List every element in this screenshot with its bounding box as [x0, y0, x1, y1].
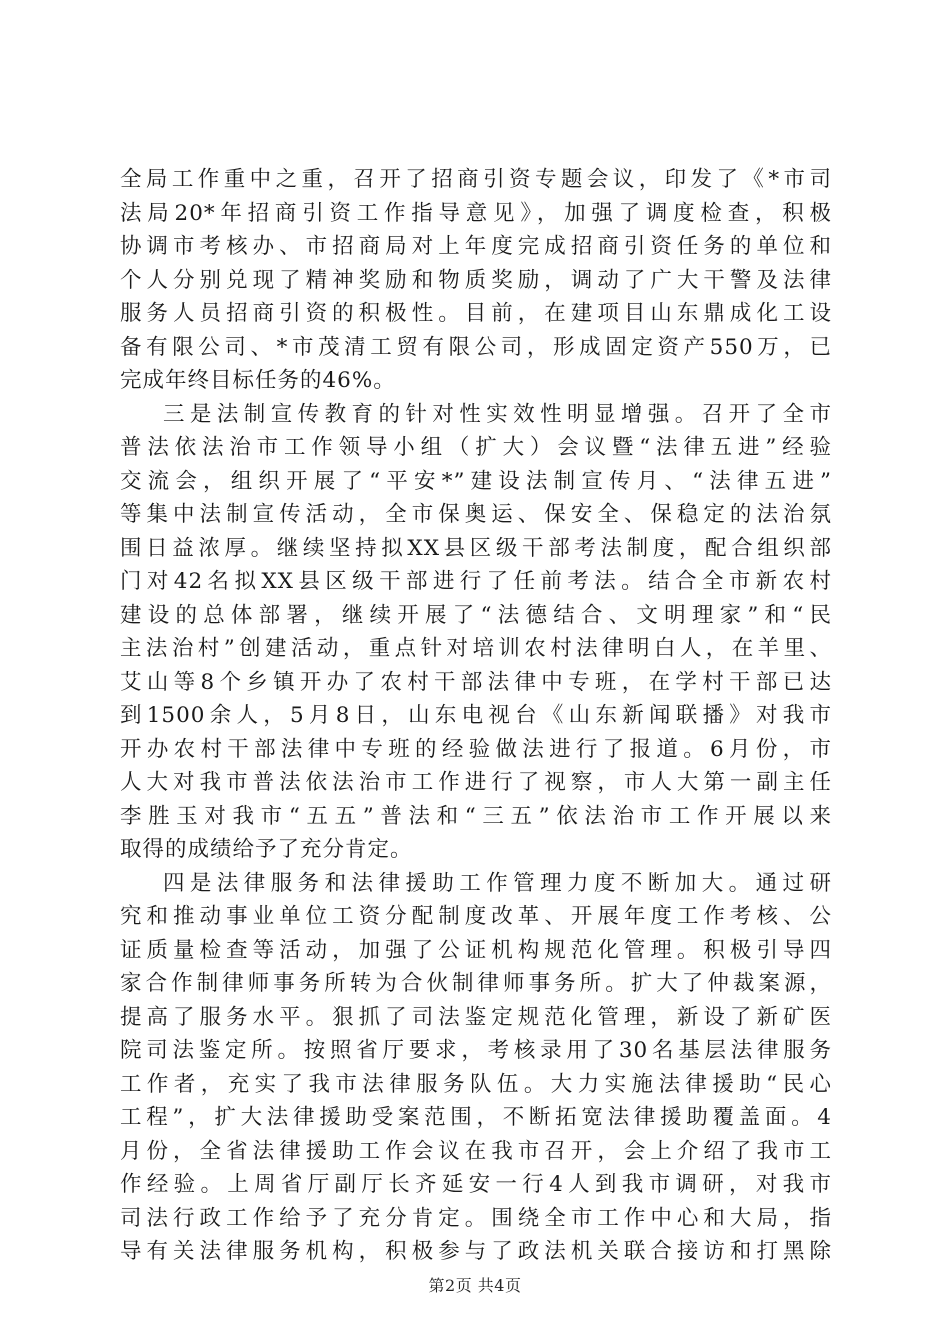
text-line: 证质量检查等活动，加强了公证机构规范化管理。积极引导四	[120, 937, 832, 963]
text-line: 工作者，充实了我市法律服务队伍。大力实施法律援助“民心	[120, 1071, 832, 1097]
text-line: 家合作制律师事务所转为合伙制律师事务所。扩大了仲裁案源，	[120, 971, 832, 996]
text-line: 建设的总体部署，继续开展了“法德结合、文明理家”和“民	[120, 602, 832, 628]
text-line: 普法依法治市工作领导小组（扩大）会议暨“法律五进”经验	[120, 435, 832, 460]
text-line: 服务人员招商引资的积极性。目前，在建项目山东鼎成化工设	[120, 301, 832, 326]
text-line: 月份，全省法律援助工作会议在我市召开，会上介绍了我市工	[120, 1138, 832, 1164]
text-line: 究和推动事业单位工资分配制度改革、开展年度工作考核、公	[120, 904, 832, 929]
text-line: 全局工作重中之重，召开了招商引资专题会议，印发了《*市司	[120, 167, 832, 192]
text-line: 三是法制宣传教育的针对性实效性明显增强。召开了全市	[163, 401, 832, 427]
text-line: 提高了服务水平。狠抓了司法鉴定规范化管理，新设了新矿医	[120, 1004, 832, 1030]
text-line: 李胜玉对我市“五五”普法和“三五”依法治市工作开展以来	[120, 803, 832, 829]
text-line: 备有限公司、*市茂清工贸有限公司，形成固定资产550万，已	[120, 334, 832, 360]
paragraph	[120, 398, 832, 867]
paragraph	[120, 163, 832, 398]
text-line: 完成年终目标任务的46%。	[120, 368, 396, 393]
page-footer: 第2页 共4页	[428, 1276, 522, 1295]
paragraph	[120, 867, 832, 1269]
text-line: 等集中法制宣传活动，全市保奥运、保安全、保稳定的法治氛	[120, 502, 832, 527]
text-line: 作经验。上周省厅副厅长齐延安一行4人到我市调研，对我市	[120, 1172, 832, 1197]
text-line: 围日益浓厚。继续坚持拟XX县区级干部考法制度，配合组织部	[120, 535, 832, 561]
text-line: 人大对我市普法依法治市工作进行了视察，市人大第一副主任	[120, 770, 832, 795]
document-body	[120, 163, 832, 1269]
text-line: 开办农村干部法律中专班的经验做法进行了报道。6月份，市	[120, 736, 832, 762]
text-line: 协调市考核办、市招商局对上年度完成招商引资任务的单位和	[120, 234, 832, 259]
text-line: 法局20*年招商引资工作指导意见》，加强了调度检查，积极	[120, 200, 832, 226]
text-line: 门对42名拟XX县区级干部进行了任前考法。结合全市新农村	[120, 569, 832, 594]
text-line: 院司法鉴定所。按照省厅要求，考核录用了30名基层法律服务	[120, 1038, 832, 1063]
text-line: 四是法律服务和法律援助工作管理力度不断加大。通过研	[163, 870, 832, 896]
text-line: 导有关法律服务机构，积极参与了政法机关联合接访和打黑除	[120, 1239, 832, 1264]
text-line: 到1500余人，5月8日，山东电视台《山东新闻联播》对我市	[120, 703, 832, 728]
text-line: 艾山等8个乡镇开办了农村干部法律中专班，在学村干部已达	[120, 669, 832, 695]
text-line: 工程”，扩大法律援助受案范围，不断拓宽法律援助覆盖面。4	[120, 1105, 832, 1130]
text-line: 交流会，组织开展了“平安*”建设法制宣传月、“法律五进”	[120, 468, 832, 494]
text-line: 个人分别兑现了精神奖励和物质奖励，调动了广大干警及法律	[120, 267, 832, 293]
text-line: 司法行政工作给予了充分肯定。围绕全市工作中心和大局，指	[120, 1205, 832, 1231]
text-line: 主法治村”创建活动，重点针对培训农村法律明白人，在羊里、	[120, 636, 832, 661]
text-line: 取得的成绩给予了充分肯定。	[120, 837, 413, 862]
